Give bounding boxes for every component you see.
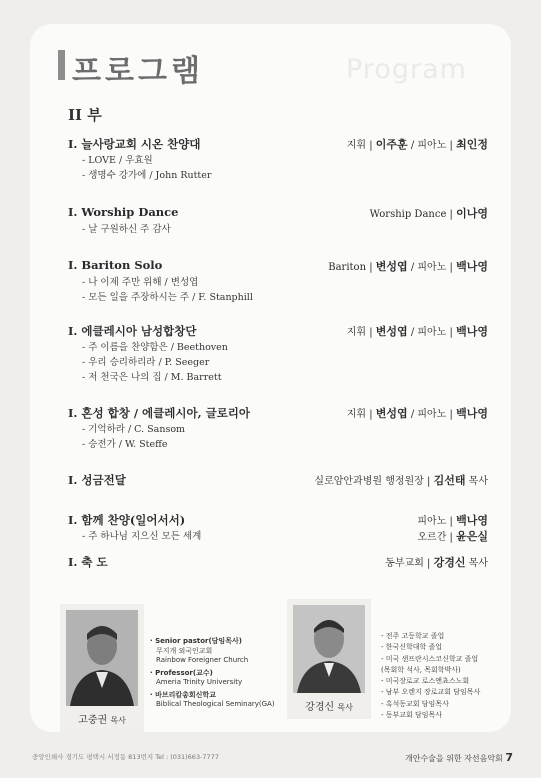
performer-name: 변성엽 (375, 325, 408, 338)
profile-bio-2 (381, 631, 480, 721)
program-item-title: I. Bariton Solo (68, 258, 163, 272)
program-item (68, 136, 488, 183)
program-piece: - 날 구원하신 주 감사 (82, 224, 171, 235)
program-item-title: I. Worship Dance (68, 205, 179, 219)
program-item-title: I. 혼성 합창 / 에클레시아, 글로리아 (68, 406, 251, 420)
performer-name: 변성엽 (375, 407, 408, 420)
performer-role: 피아노 (417, 327, 447, 338)
separator: | (446, 516, 457, 527)
program-item-title: I. 축 도 (68, 555, 108, 569)
program-item-header (68, 205, 488, 222)
separator: | (446, 409, 457, 420)
performer-name: 윤은실 (456, 530, 488, 543)
program-piece: - 주 하나님 지으신 모든 세계 (82, 531, 202, 542)
profile-bio-1 (150, 637, 275, 710)
performer-name: 이나영 (456, 207, 488, 220)
separator: | (446, 140, 457, 151)
separator: | (446, 532, 457, 543)
performer-role: 지휘 (346, 327, 367, 338)
separator: / (407, 140, 418, 151)
program-item-title: I. 에클레시아 남성합창단 (68, 324, 197, 338)
program-item (68, 512, 488, 544)
performer-credit (385, 554, 488, 570)
performer-role: 지휘 (346, 140, 367, 151)
profile-caption-1 (60, 711, 144, 726)
program-piece: - 생명수 강가에 / John Rutter (82, 170, 212, 181)
bio-label: · Senior pastor(담임목사) (150, 637, 242, 645)
page-title: 프로그램 (72, 54, 204, 89)
performer-title: 목사 (468, 476, 488, 487)
performer-role: Worship Dance (369, 209, 447, 220)
program-item-header (68, 323, 488, 340)
bio-line: (목회학 석사, 목회학박사) (381, 665, 461, 674)
separator: / (407, 327, 418, 338)
performer-name: 백나영 (456, 514, 488, 527)
profile-role: 목사 (110, 716, 126, 725)
bio-line: 무지개 외국인교회 (156, 646, 213, 655)
page-number: 7 (505, 751, 513, 764)
profile-photo-2 (287, 599, 371, 719)
performer-credit (347, 323, 488, 339)
bio-line: - 전주 고등학교 졸업 (381, 632, 445, 640)
performer-credit (417, 528, 488, 544)
program-item-title: I. 늘사랑교회 시온 찬양대 (68, 137, 201, 151)
separator: | (446, 209, 457, 220)
performer-credit (314, 472, 488, 488)
bio-line: - 동부교회 담임목사 (381, 711, 443, 720)
performer-name: 강경신 (433, 556, 466, 569)
performer-name: 백나영 (456, 407, 488, 420)
program-item (68, 405, 488, 452)
performer-role: 실로암안과병원 행정원장 (314, 476, 424, 487)
performer-name: 최인정 (456, 138, 488, 151)
title-watermark: Program (346, 54, 467, 85)
separator: | (366, 262, 376, 273)
program-item-header (68, 136, 488, 153)
program-item-title: I. 성금전달 (68, 473, 126, 487)
program-item (68, 205, 488, 237)
program-piece: - LOVE / 우효원 (82, 155, 153, 166)
performer-role: 오르간 (417, 532, 447, 543)
footer-printer: 중앙인쇄사 경기도 평택시 서정동 813번지 Tel : (031)663-7777 (32, 753, 219, 761)
bio-label: · Professor(교수) (150, 668, 213, 677)
performer-role: 피아노 (417, 409, 447, 420)
profile-caption-2 (287, 698, 371, 713)
performer-credit (347, 405, 488, 421)
performer-name: 이주훈 (375, 138, 408, 151)
profile-role: 목사 (337, 703, 353, 712)
performer-title: 목사 (468, 558, 488, 569)
bio-line: - 흑석동교회 담임목사 (381, 699, 449, 708)
portrait-image (293, 605, 365, 693)
program-piece: - 승전가 / W. Steffe (82, 439, 168, 450)
separator: | (423, 476, 434, 487)
separator: | (446, 327, 457, 338)
separator: | (366, 409, 376, 420)
title-bar-accent (58, 50, 65, 80)
performer-credit (417, 512, 488, 528)
performer-credit (370, 205, 488, 221)
program-piece: - 나 이제 주만 위해 / 변성엽 (82, 277, 199, 288)
program-item-header (68, 554, 488, 571)
bio-line: - 미국장로교 로스앤쵸스노회 (381, 677, 470, 686)
program-item-header (68, 405, 488, 422)
program-item (68, 323, 488, 385)
program-item-header (68, 258, 488, 275)
part-heading: II 부 (68, 106, 102, 124)
bio-line: Biblical Theological Seminary(GA) (156, 700, 275, 708)
program-piece: - 기억하라 / C. Sansom (82, 424, 186, 435)
performer-role: 지휘 (346, 409, 367, 420)
separator: | (366, 140, 376, 151)
performer-role: 피아노 (417, 262, 447, 273)
program-item (68, 554, 488, 571)
program-item (68, 472, 488, 489)
program-item (68, 258, 488, 305)
performer-name: 변성엽 (375, 260, 408, 273)
bio-line: Rainbow Foreigner Church (156, 656, 249, 664)
performer-credit (347, 136, 488, 152)
program-item-header (68, 472, 488, 489)
bio-line: - 미국 샌프란시스코신학교 졸업 (381, 654, 479, 663)
profile-name: 고중권 (78, 715, 108, 726)
performer-name: 백나영 (456, 325, 488, 338)
portrait-image (66, 610, 138, 706)
performer-role: 피아노 (417, 140, 447, 151)
program-item-title: I. 함께 찬양(일어서서) (68, 513, 186, 527)
profile-name: 강경신 (305, 702, 335, 713)
separator: | (423, 558, 434, 569)
separator: | (366, 327, 376, 338)
footer-event-name: 개안수술을 위한 자선음악회 (404, 754, 503, 763)
separator: | (446, 262, 457, 273)
footer-title (405, 751, 513, 764)
performer-name: 백나영 (456, 260, 488, 273)
bio-line: - 남부 오렌지 장로교회 담임목사 (381, 688, 481, 697)
performer-role: 동부교회 (385, 558, 424, 569)
program-piece: - 모든 일을 주장하시는 주 / F. Stanphill (82, 292, 253, 303)
performer-role: Bariton (328, 262, 367, 273)
performer-credit (328, 258, 488, 274)
program-piece: - 주 이름을 찬양함은 / Beethoven (82, 342, 228, 353)
separator: / (407, 262, 418, 273)
profile-photo-1 (60, 604, 144, 732)
bio-label: · 바브리칼총회신학교 (150, 690, 216, 699)
performer-role: 피아노 (417, 516, 447, 527)
bio-line: Ameria Trinity University (156, 678, 243, 686)
program-piece: - 저 천국은 나의 집 / M. Barrett (82, 372, 222, 383)
separator: / (407, 409, 418, 420)
bio-line: - 한국신학대학 졸업 (381, 643, 443, 652)
performer-name: 김선태 (433, 474, 466, 487)
program-piece: - 우리 승리하리라 / P. Seeger (82, 357, 210, 368)
